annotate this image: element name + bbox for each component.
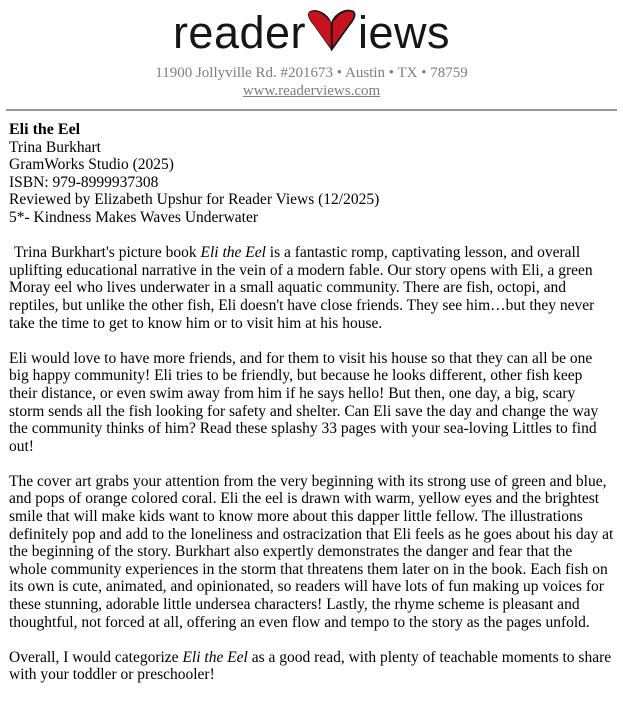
logo-text-reader: reader	[172, 7, 307, 58]
book-isbn: ISBN: 979-8999937308	[9, 173, 159, 191]
review-body	[0, 111, 623, 684]
review-paragraph-1: Trina Burkhart's picture book Eli the Eel is a fantastic romp, captivating lesson, and overall uplifting educational narrative in the vein of a modern fable. Our story opens with Eli, a green Moray eel who lives underwater in a small aquatic community. There are fish, octopi, and reptiles, but unlike the other fish, Eli doesn't have close friends. They see him…but they never take the time to get to know him or to visit him at his house.	[9, 244, 595, 332]
review-paragraph-3: The cover art grabs your attention from the very beginning with its strong use of green and blue, and pops of orange colored coral. Eli the eel is drawn with warm, yellow eyes and the brightest smile that will make kids want to know more about this dapper little fellow. The illustrations definitely pop and add to the loneliness and ostracization that Eli feels as he goes about his day at the beginning of the story. Burkhart also expertly demonstrates the danger and fear that the whole community experiences in the storm that threatens them later on in the book. Each fish on its own is cute, animated, and opinionated, so readers will have lots of fun making up voices for these stunning, adorable little undersea characters! Lastly, the rhyme scheme is pleasant and thoughtful, not forced at all, offering an even flow and tempo to the story as the pages unfold.	[9, 472, 614, 631]
book-title: Eli the Eel	[9, 121, 81, 138]
publisher-address: 11900 Jollyville Rd. #201673 • Austin • TX • 78759	[155, 65, 468, 81]
book-publisher: GramWorks Studio (2025)	[9, 156, 174, 174]
website-link[interactable]: www.readerviews.com	[242, 83, 381, 99]
book-author: Trina Burkhart	[9, 138, 101, 156]
rating-line: 5*- Kindness Makes Waves Underwater	[9, 208, 258, 226]
open-book-v-icon	[303, 9, 360, 51]
book-meta-block	[9, 121, 614, 227]
review-paragraph-4: Overall, I would categorize Eli the Eel as a good read, with plenty of teachable moments to share with your toddler or preschooler!	[9, 648, 612, 684]
masthead	[0, 0, 623, 100]
review-paragraph-2: Eli would love to have more friends, and for them to visit his house so that they can all be one big happy community! Eli tries to be friendly, but because he looks different, other fish keep their distance, or even swim away from him if he says hello! But then, one day, a big, scary storm sends all the fish looking for safety and shelter. Can Eli save the day and change the way the community thinks of him? Read these splashy 33 pages with your sea-loving Littles to find out!	[9, 349, 599, 455]
reviewer-line: Reviewed by Elizabeth Upshur for Reader Views (12/2025)	[9, 191, 380, 209]
readerviews-logo	[0, 7, 623, 59]
website-link-row	[0, 82, 623, 100]
logo-text-iews: iews	[358, 7, 451, 58]
